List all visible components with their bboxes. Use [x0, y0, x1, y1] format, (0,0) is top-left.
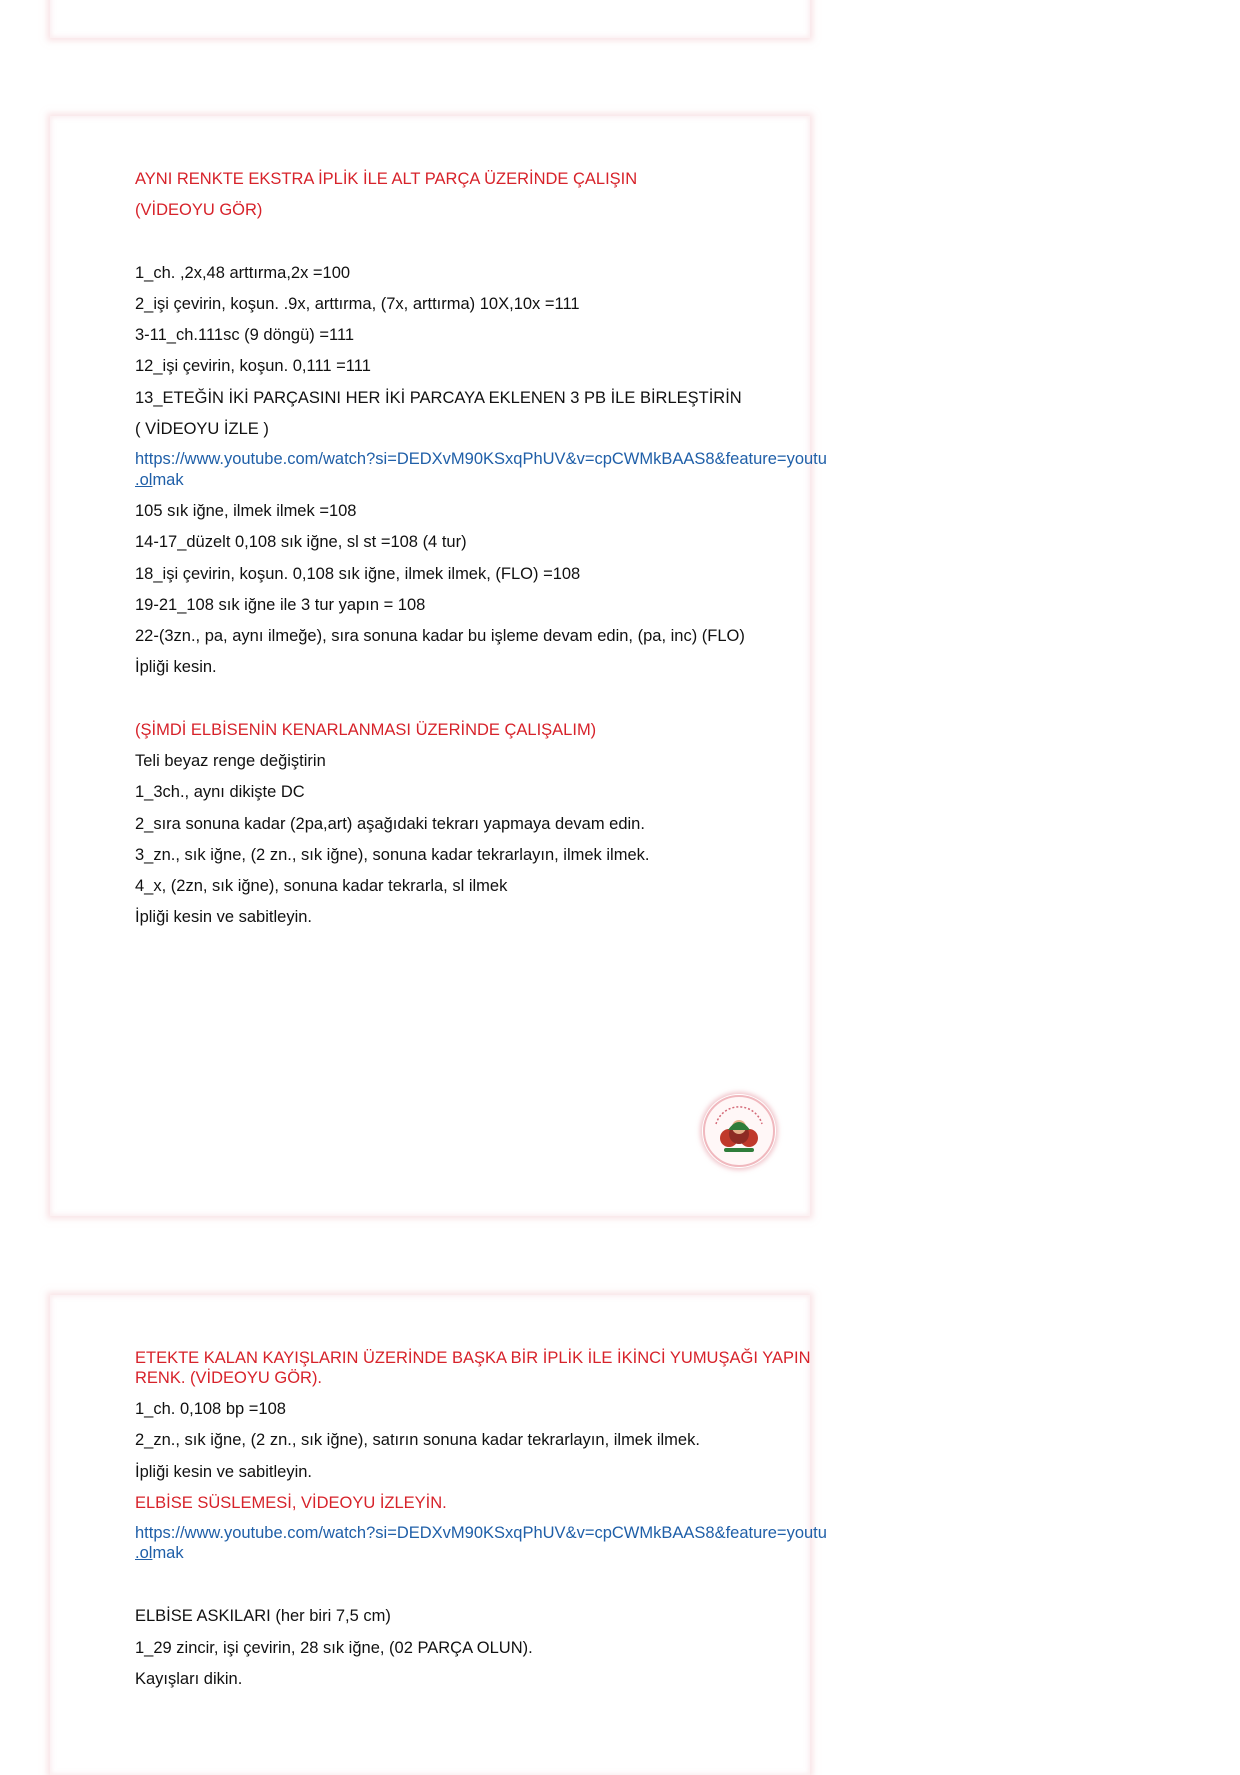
brand-logo-image — [702, 1094, 776, 1168]
section-subheading: (VİDEOYU GÖR) — [135, 201, 263, 219]
link-underlined-part[interactable]: .ol — [135, 471, 153, 489]
pattern-row: 4_x, (2zn, sık iğne), sonuna kadar tekrarla, sl ilmek — [135, 877, 508, 895]
pattern-row: ( VİDEOYU İZLE ) — [135, 420, 269, 438]
pattern-row: 1_ch. ,2x,48 arttırma,2x =100 — [135, 264, 351, 282]
pattern-row: 2_işi çevirin, koşun. .9x, arttırma, (7x, arttırma) 10X,10x =111 — [135, 295, 580, 313]
video-link-url[interactable]: https://www.youtube.com/watch?si=DEDXvM90KSxqPhUV&v=cpCWMkBAAS8&feature=youtu — [135, 450, 827, 468]
video-link-suffix[interactable] — [135, 1543, 184, 1563]
pattern-row: 3_zn., sık iğne, (2 zn., sık iğne), sonuna kadar tekrarlayın, ilmek ilmek. — [135, 846, 650, 864]
pattern-row: İpliği kesin ve sabitleyin. — [135, 908, 313, 926]
pattern-row: 19-21_108 sık iğne ile 3 tur yapın = 108 — [135, 596, 426, 614]
pattern-row: 3-11_ch.111sc (9 döngü) =111 — [135, 326, 355, 344]
video-link-1[interactable] — [135, 449, 873, 471]
pattern-row: 1_3ch., aynı dikişte DC — [135, 783, 305, 801]
pattern-row: İpliği kesin ve sabitleyin. — [135, 1463, 313, 1481]
video-link-url[interactable]: https://www.youtube.com/watch?si=DEDXvM90KSxqPhUV&v=cpCWMkBAAS8&feature=youtu — [135, 1524, 827, 1542]
pattern-row: Teli beyaz renge değiştirin — [135, 752, 326, 770]
video-link-2[interactable] — [135, 1523, 873, 1545]
pattern-row: ELBİSE ASKILARI (her biri 7,5 cm) — [135, 1607, 391, 1625]
section-subheading: RENK. (VİDEOYU GÖR). — [135, 1369, 323, 1387]
pattern-row: 105 sık iğne, ilmek ilmek =108 — [135, 502, 357, 520]
pattern-row: 18_işi çevirin, koşun. 0,108 sık iğne, ilmek ilmek, (FLO) =108 — [135, 565, 581, 583]
section-heading: ELBİSE SÜSLEMESİ, VİDEOYU İZLEYİN. — [135, 1494, 447, 1512]
pattern-row: 1_29 zincir, işi çevirin, 28 sık iğne, (02 PARÇA OLUN). — [135, 1639, 533, 1657]
pattern-row: Kayışları dikin. — [135, 1670, 243, 1688]
section-heading: AYNI RENKTE EKSTRA İPLİK İLE ALT PARÇA ÜZERİNDE ÇALIŞIN — [135, 170, 638, 188]
pattern-row: 22-(3zn., pa, aynı ilmeğe), sıra sonuna kadar bu işleme devam edin, (pa, inc) (FLO) — [135, 627, 745, 645]
brand-logo — [702, 1094, 776, 1168]
link-plain-part[interactable]: mak — [152, 471, 184, 489]
section-heading: ETEKTE KALAN KAYIŞLARIN ÜZERİNDE BAŞKA BİR İPLİK İLE İKİNCİ YUMUŞAĞI YAPIN — [135, 1349, 811, 1367]
pattern-row: 13_ETEĞİN İKİ PARÇASINI HER İKİ PARCAYA EKLENEN 3 PB İLE BİRLEŞTİRİN — [135, 389, 742, 407]
page-frame-top — [50, 0, 810, 38]
pattern-row: 2_sıra sonuna kadar (2pa,art) aşağıdaki tekrarı yapmaya devam edin. — [135, 815, 645, 833]
link-plain-part[interactable]: mak — [152, 1544, 184, 1562]
video-link-suffix[interactable] — [135, 470, 184, 490]
pattern-row: 1_ch. 0,108 bp =108 — [135, 1400, 286, 1418]
pattern-row: 12_işi çevirin, koşun. 0,111 =111 — [135, 357, 371, 375]
link-underlined-part[interactable]: .ol — [135, 1544, 153, 1562]
pattern-row: 2_zn., sık iğne, (2 zn., sık iğne), satırın sonuna kadar tekrarlayın, ilmek ilmek. — [135, 1431, 700, 1449]
pattern-row: İpliği kesin. — [135, 658, 217, 676]
pattern-row: 14-17_düzelt 0,108 sık iğne, sl st =108 (4 tur) — [135, 533, 467, 551]
section-heading: (ŞİMDİ ELBİSENİN KENARLANMASI ÜZERİNDE ÇALIŞALIM) — [135, 721, 597, 739]
